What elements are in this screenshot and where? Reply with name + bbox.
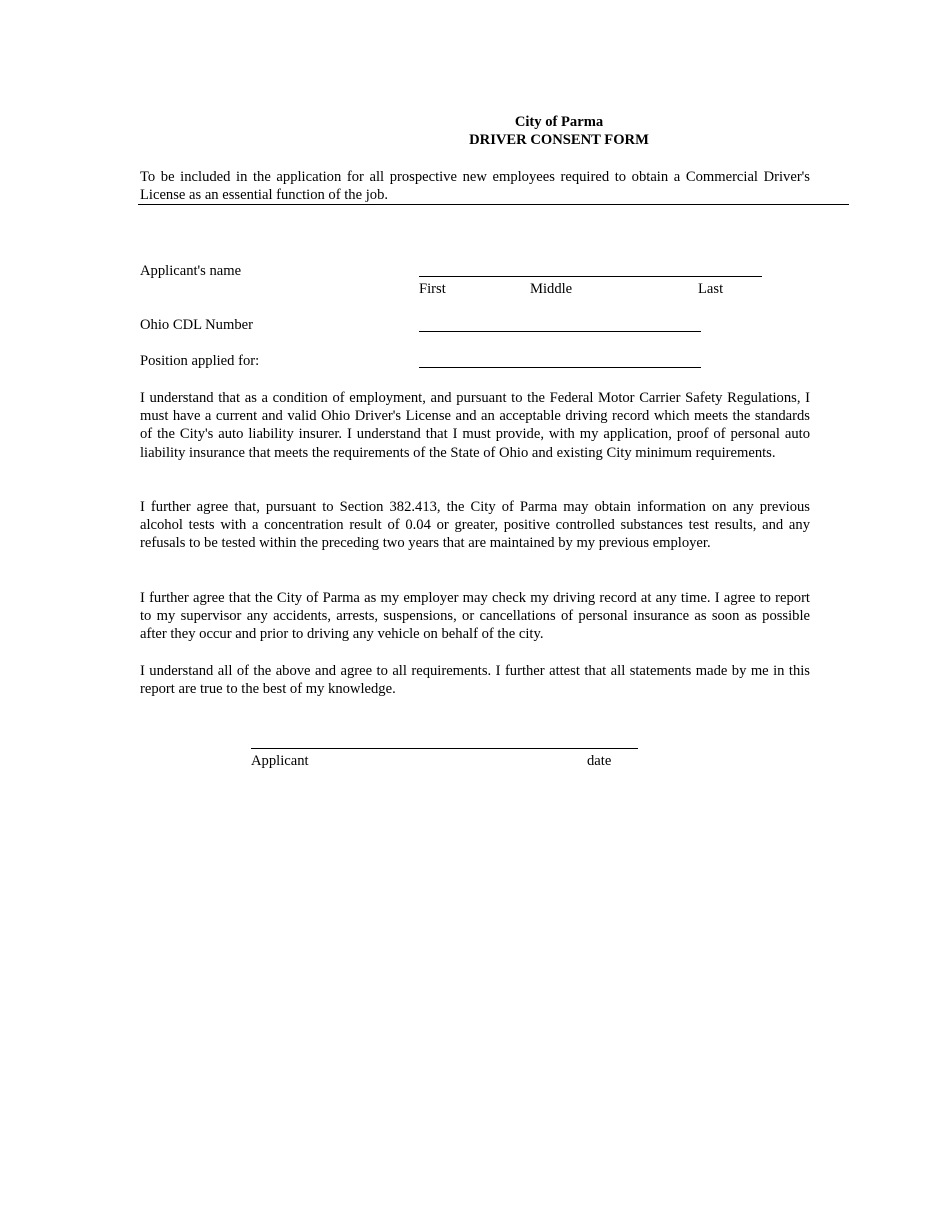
applicant-name-label: Applicant's name (140, 263, 242, 279)
signature-date-label: date (587, 753, 612, 769)
org-title: City of Parma (514, 114, 604, 130)
intro-divider (138, 204, 849, 205)
position-label: Position applied for: (140, 353, 260, 369)
applicant-name-line[interactable] (419, 276, 762, 277)
consent-paragraph-3: I further agree that the City of Parma as my employer may check my driving record at any time. I agree to report to my supervisor any accidents, arrests, suspensions, or cancellations of personal insurance as soon as possible after they occur and prior to driving any vehicle on behalf of the city. (140, 590, 810, 643)
intro-text: To be included in the application for all prospective new employees required to obtain a Commercial Driver's License as an essential function of the job. (140, 169, 810, 204)
signature-line[interactable] (251, 748, 638, 749)
cdl-number-line[interactable] (419, 331, 701, 332)
consent-paragraph-1: I understand that as a condition of employment, and pursuant to the Federal Motor Carrier Safety Regulations, I must have a current and valid Ohio Driver's License and an acceptable driving record which meets the standards of the City's auto liability insurer. I understand that I must provide, with my application, proof of personal auto liability insurance that meets the requirements of the State of Ohio and existing City minimum requirements. (140, 390, 810, 461)
cdl-number-label: Ohio CDL Number (140, 317, 253, 333)
position-line[interactable] (419, 367, 701, 368)
form-title: DRIVER CONSENT FORM (469, 132, 649, 148)
name-last-label: Last (698, 281, 724, 297)
consent-paragraph-4: I understand all of the above and agree to all requirements. I further attest that all statements made by me in this report are true to the best of my knowledge. (140, 663, 810, 698)
name-middle-label: Middle (530, 281, 573, 297)
applicant-signature-label: Applicant (251, 753, 309, 769)
name-first-label: First (419, 281, 446, 297)
consent-paragraph-2: I further agree that, pursuant to Section 382.413, the City of Parma may obtain information on any previous alcohol tests with a concentration result of 0.04 or greater, positive controlled substances test results, and any refusals to be tested within the preceding two years that are maintained by my previous employer. (140, 499, 810, 552)
